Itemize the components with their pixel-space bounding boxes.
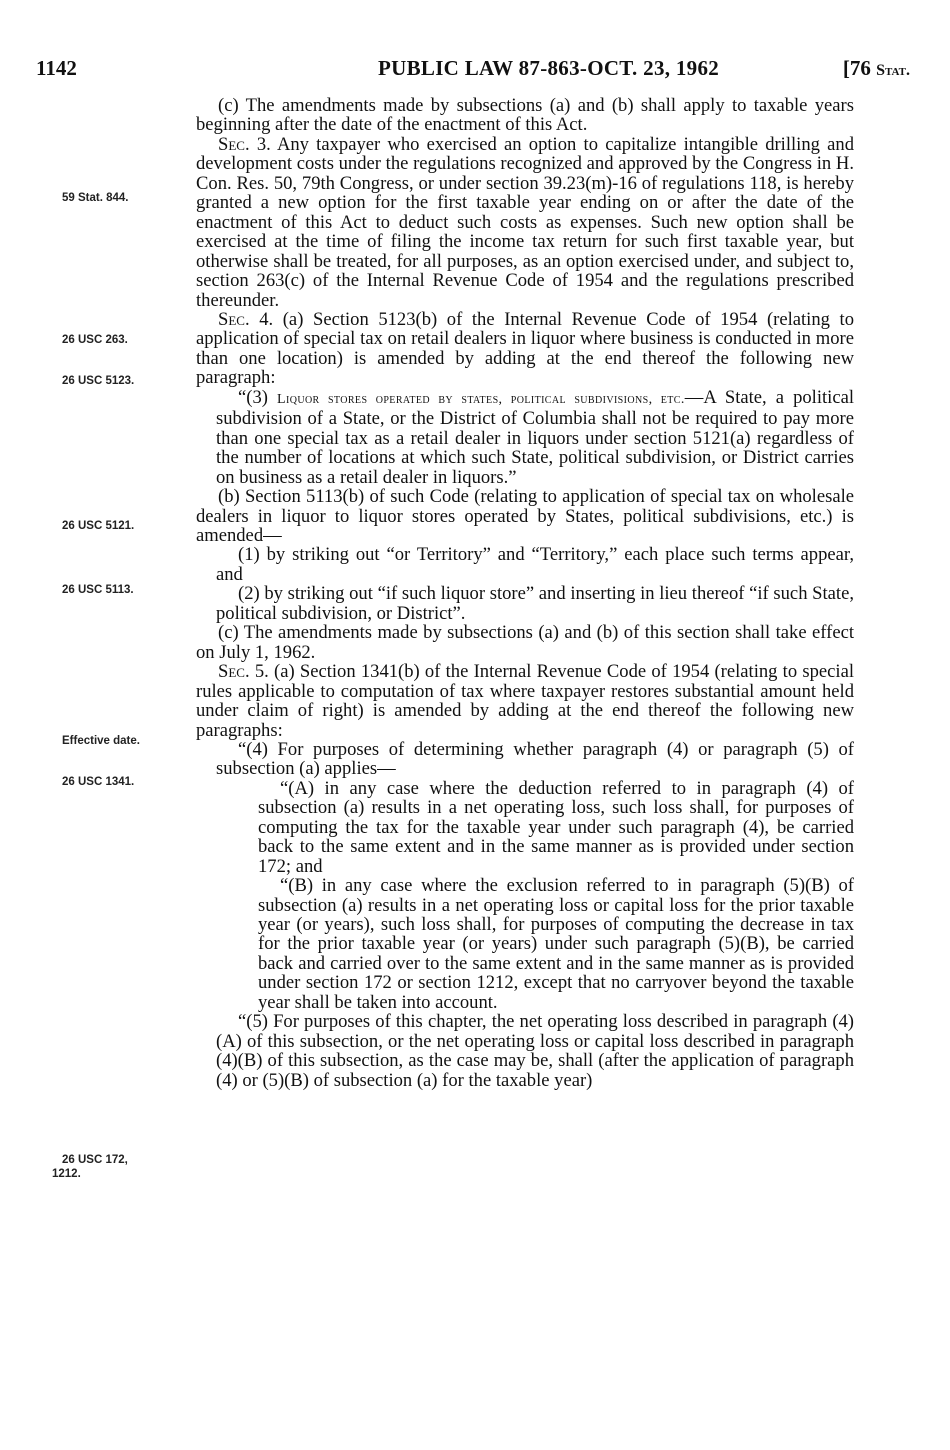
paragraph-liquor-stores	[216, 388, 854, 487]
page-number: 1142	[36, 56, 77, 80]
section-3-text: 3. Any taxpayer who exercised an option to capitalize intangible drilling and development costs under the regulations recognized and approved by the Congress in H. Con. Res. 50, 79th Congress, or under section 39.23(m)-16 of regulations 118, is hereby granted a new option for the first taxable year ending on or after the date of the enactment of this Act to deduct such costs as expenses. Such new option shall be exercised at the time of filing the income tax return for such first taxable year, but otherwise shall be treated, for all purposes, as an option exercised under, and subject to, section 263(c) of the Internal Revenue Code of 1954 and the regulations prescribed thereunder.	[196, 133, 854, 311]
margin-note-26-usc-5121: 26 USC 5121.	[62, 520, 135, 532]
section-label: Sec.	[218, 661, 250, 683]
section-label: Sec.	[218, 133, 250, 155]
paragraph-sec4-b-2: (2) by striking out “if such liquor store” and inserting in lieu thereof “if such State, political subdivision, or District”.	[216, 583, 854, 624]
statute-label: Stat.	[876, 62, 910, 79]
paragraph-sec4-a	[196, 310, 854, 388]
page-header	[36, 52, 910, 92]
statute-reference	[843, 56, 910, 81]
paragraph-sec5-a	[196, 662, 854, 740]
margin-note-26-usc-5123: 26 USC 5123.	[62, 375, 135, 387]
section-label: Sec.	[218, 308, 250, 330]
margin-note-26-usc-1341: 26 USC 1341.	[62, 776, 135, 788]
margin-note-26-usc-172: 26 USC 172,	[62, 1154, 128, 1166]
statute-prefix: [76	[842, 56, 877, 80]
paragraph-sec4-b-1: (1) by striking out “or Territory” and “Territory,” each place such terms appear, and	[216, 544, 854, 585]
paragraph-heading: Liquor stores operated by states, political subdivisions, etc.	[277, 391, 685, 407]
paragraph-new-4: “(4) For purposes of determining whether paragraph (4) or paragraph (5) of subsection (a) applies—	[216, 738, 854, 780]
margin-note-59-stat-844: 59 Stat. 844.	[62, 192, 129, 204]
paragraph-sec4-c: (c) The amendments made by subsections (a) and (b) of this section shall take effect on July 1, 1962.	[196, 622, 854, 663]
body-text	[196, 96, 854, 1090]
margin-note-26-usc-5113: 26 USC 5113.	[62, 584, 134, 596]
running-title: PUBLIC LAW 87-863-OCT. 23, 1962	[378, 56, 720, 80]
paragraph-sec4-b: (b) Section 5113(b) of such Code (relating to application of special tax on wholesale dealers in liquor to liquor stores operated by States, political subdivisions, etc.) is amended—	[196, 486, 854, 546]
margin-note-effective-date: Effective date.	[62, 735, 140, 747]
paragraph-new-5: “(5) For purposes of this chapter, the net operating loss described in paragraph (4)(A) of this subsection, or the net operating loss or capital loss described in paragraph (4)(B) of this subsection, as the case may be, shall (after the application of paragraph (4) or (5)(B) of subsection (a) for the taxable year)	[216, 1011, 854, 1091]
section-4a-text: 4. (a) Section 5123(b) of the Internal Revenue Code of 1954 (relating to application of special tax on retail dealers in liquor where business is conducted in more than one location) is amended by adding at the end thereof the following new paragraph:	[196, 308, 854, 389]
margin-note-26-usc-263: 26 USC 263.	[62, 334, 128, 346]
paragraph-new-4-B: “(B) in any case where the exclusion referred to in paragraph (5)(B) of subsection (a) results in a net operating loss or capital loss for the prior taxable year (or years), such loss shall, for purposes of computing the decrease in tax for the prior taxable year (or years) under such paragraph (5)(B), be carried back and carried over to the same extent and in the same manner as is provided under section 172 or section 1212, except that no carryover beyond the taxable year shall be taken into account.	[258, 875, 854, 1013]
quote-open: “(3)	[238, 386, 278, 408]
paragraph-sec3	[196, 135, 854, 310]
liquor-stores-text: —A State, a political subdivision of a State, or the District of Columbia shall not be required to pay more than one special tax as a retail dealer in liquors under section 5121(a) regardless of the number of locations at which such State, political subdivision, or District carries on business as a retail dealer in liquors.”	[216, 386, 855, 488]
paragraph-new-4-A: “(A) in any case where the deduction referred to in paragraph (4) of subsection (a) results in a net operating loss, such loss shall, for purposes of computing the tax for the taxable year under such paragraph (4), be carried back to the same extent and in the same manner as is provided under section 172; and	[258, 777, 854, 877]
paragraph-sec2-c: (c) The amendments made by subsections (a) and (b) shall apply to taxable years beginning after the date of the enactment of this Act.	[196, 95, 854, 136]
margin-note-1212: 1212.	[52, 1168, 81, 1180]
section-5a-text: 5. (a) Section 1341(b) of the Internal Revenue Code of 1954 (relating to special rules applicable to computation of tax where taxpayer restores substantial amount held under claim of right) is amended by adding at the end thereof the following new paragraphs:	[196, 661, 854, 741]
